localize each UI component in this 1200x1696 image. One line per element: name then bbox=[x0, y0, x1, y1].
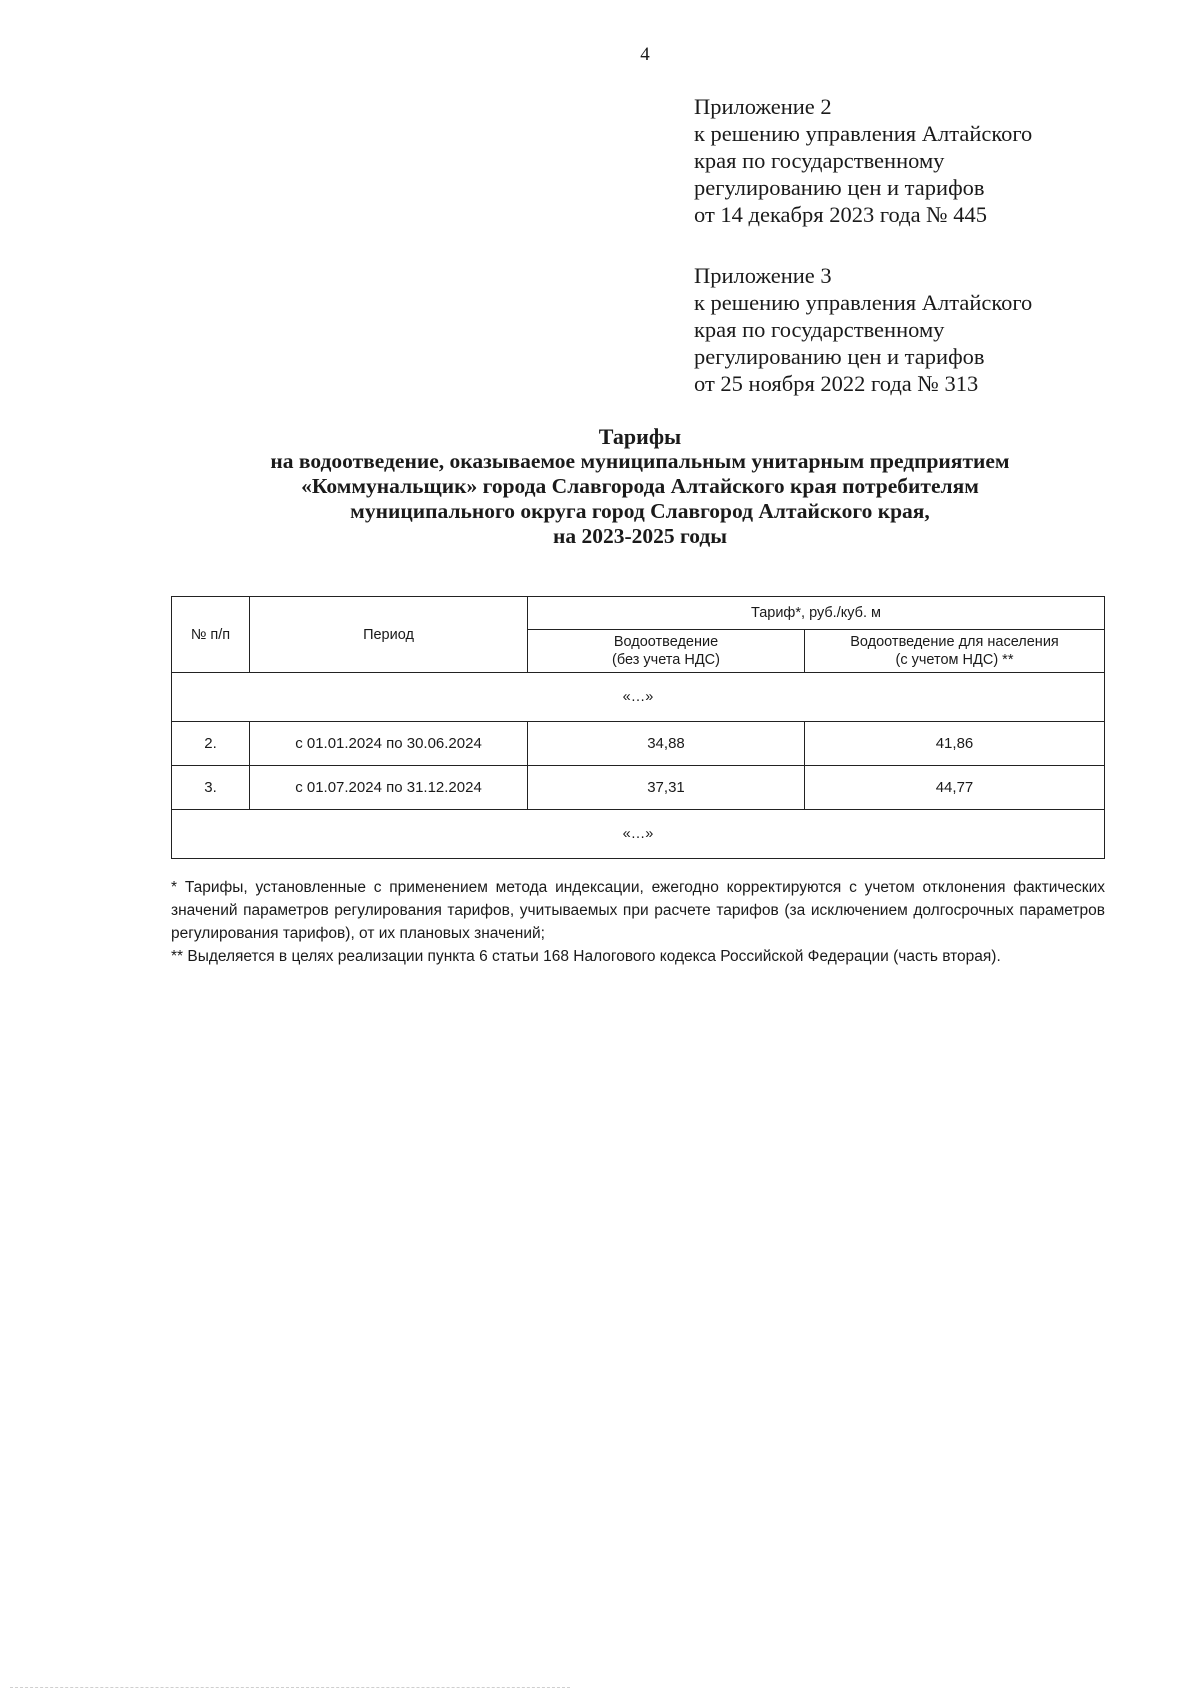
cell-num: 3. bbox=[172, 766, 250, 810]
appendix-2-line: регулированию цен и тарифов bbox=[694, 175, 985, 200]
header-tariff-population-vat bbox=[805, 630, 1105, 673]
header-tariff-population-line: Водоотведение для населения bbox=[850, 634, 1059, 650]
appendix-2-line: Приложение 2 bbox=[694, 94, 832, 119]
cell-tariff-no-vat: 34,88 bbox=[528, 722, 805, 766]
cell-period: с 01.07.2024 по 31.12.2024 bbox=[250, 766, 528, 810]
table-ellipsis-row bbox=[172, 673, 1105, 722]
document-title-line: муниципального округа город Славгород Алтайского края, bbox=[350, 499, 930, 523]
header-period: Период bbox=[250, 597, 528, 673]
scan-artifact-line bbox=[10, 1687, 570, 1688]
table-header-row bbox=[172, 597, 1105, 630]
ellipsis-cell: «…» bbox=[172, 673, 1105, 722]
cell-period: с 01.01.2024 по 30.06.2024 bbox=[250, 722, 528, 766]
appendix-2-line: к решению управления Алтайского bbox=[694, 121, 1033, 146]
document-title-line: «Коммунальщик» города Славгорода Алтайского края потребителям bbox=[301, 474, 979, 498]
footnote-1: * Тарифы, установленные с применением метода индексации, ежегодно корректируются с учетом отклонения фактических значений параметров регулирования тарифов, учитываемых при расчете тарифов (за исключением долгосрочных параметров регулирования тарифов), от их плановых значений; bbox=[171, 879, 1105, 942]
appendix-3-line: от 25 ноября 2022 года № 313 bbox=[694, 371, 979, 396]
table-row bbox=[172, 722, 1105, 766]
cell-num: 2. bbox=[172, 722, 250, 766]
header-tariff-no-vat-line: (без учета НДС) bbox=[612, 652, 720, 668]
header-tariff-population-line: (с учетом НДС) ** bbox=[895, 652, 1014, 668]
cell-tariff-population-vat: 44,77 bbox=[805, 766, 1105, 810]
appendix-3-block bbox=[694, 262, 1154, 397]
document-title bbox=[150, 424, 1130, 549]
header-tariff-no-vat-line: Водоотведение bbox=[613, 634, 719, 650]
appendix-2-line: от 14 декабря 2023 года № 445 bbox=[694, 202, 988, 227]
table-ellipsis-row bbox=[172, 810, 1105, 859]
header-num: № п/п bbox=[172, 597, 250, 673]
appendix-3-line: Приложение 3 bbox=[694, 263, 832, 288]
cell-tariff-no-vat: 37,31 bbox=[528, 766, 805, 810]
appendix-3-line: регулированию цен и тарифов bbox=[694, 344, 985, 369]
header-tariff-no-vat bbox=[528, 630, 805, 673]
cell-tariff-population-vat: 41,86 bbox=[805, 722, 1105, 766]
page-number: 4 bbox=[640, 44, 650, 65]
document-title-main: Тарифы bbox=[598, 424, 682, 449]
document-title-line: на водоотведение, оказываемое муниципальным унитарным предприятием bbox=[270, 449, 1010, 473]
table-row bbox=[172, 766, 1105, 810]
appendix-3-line: края по государственному bbox=[694, 317, 945, 342]
tariff-table bbox=[171, 596, 1105, 859]
appendix-2-line: края по государственному bbox=[694, 148, 945, 173]
appendix-3-line: к решению управления Алтайского bbox=[694, 290, 1033, 315]
header-tariff-group: Тариф*, руб./куб. м bbox=[528, 597, 1105, 630]
document-title-line: на 2023-2025 годы bbox=[552, 524, 728, 548]
footnotes bbox=[171, 876, 1105, 968]
footnote-2: ** Выделяется в целях реализации пункта 6 статьи 168 Налогового кодекса Российской Федерации (часть вторая). bbox=[171, 948, 1001, 965]
appendix-2-block bbox=[694, 93, 1154, 228]
ellipsis-cell: «…» bbox=[172, 810, 1105, 859]
